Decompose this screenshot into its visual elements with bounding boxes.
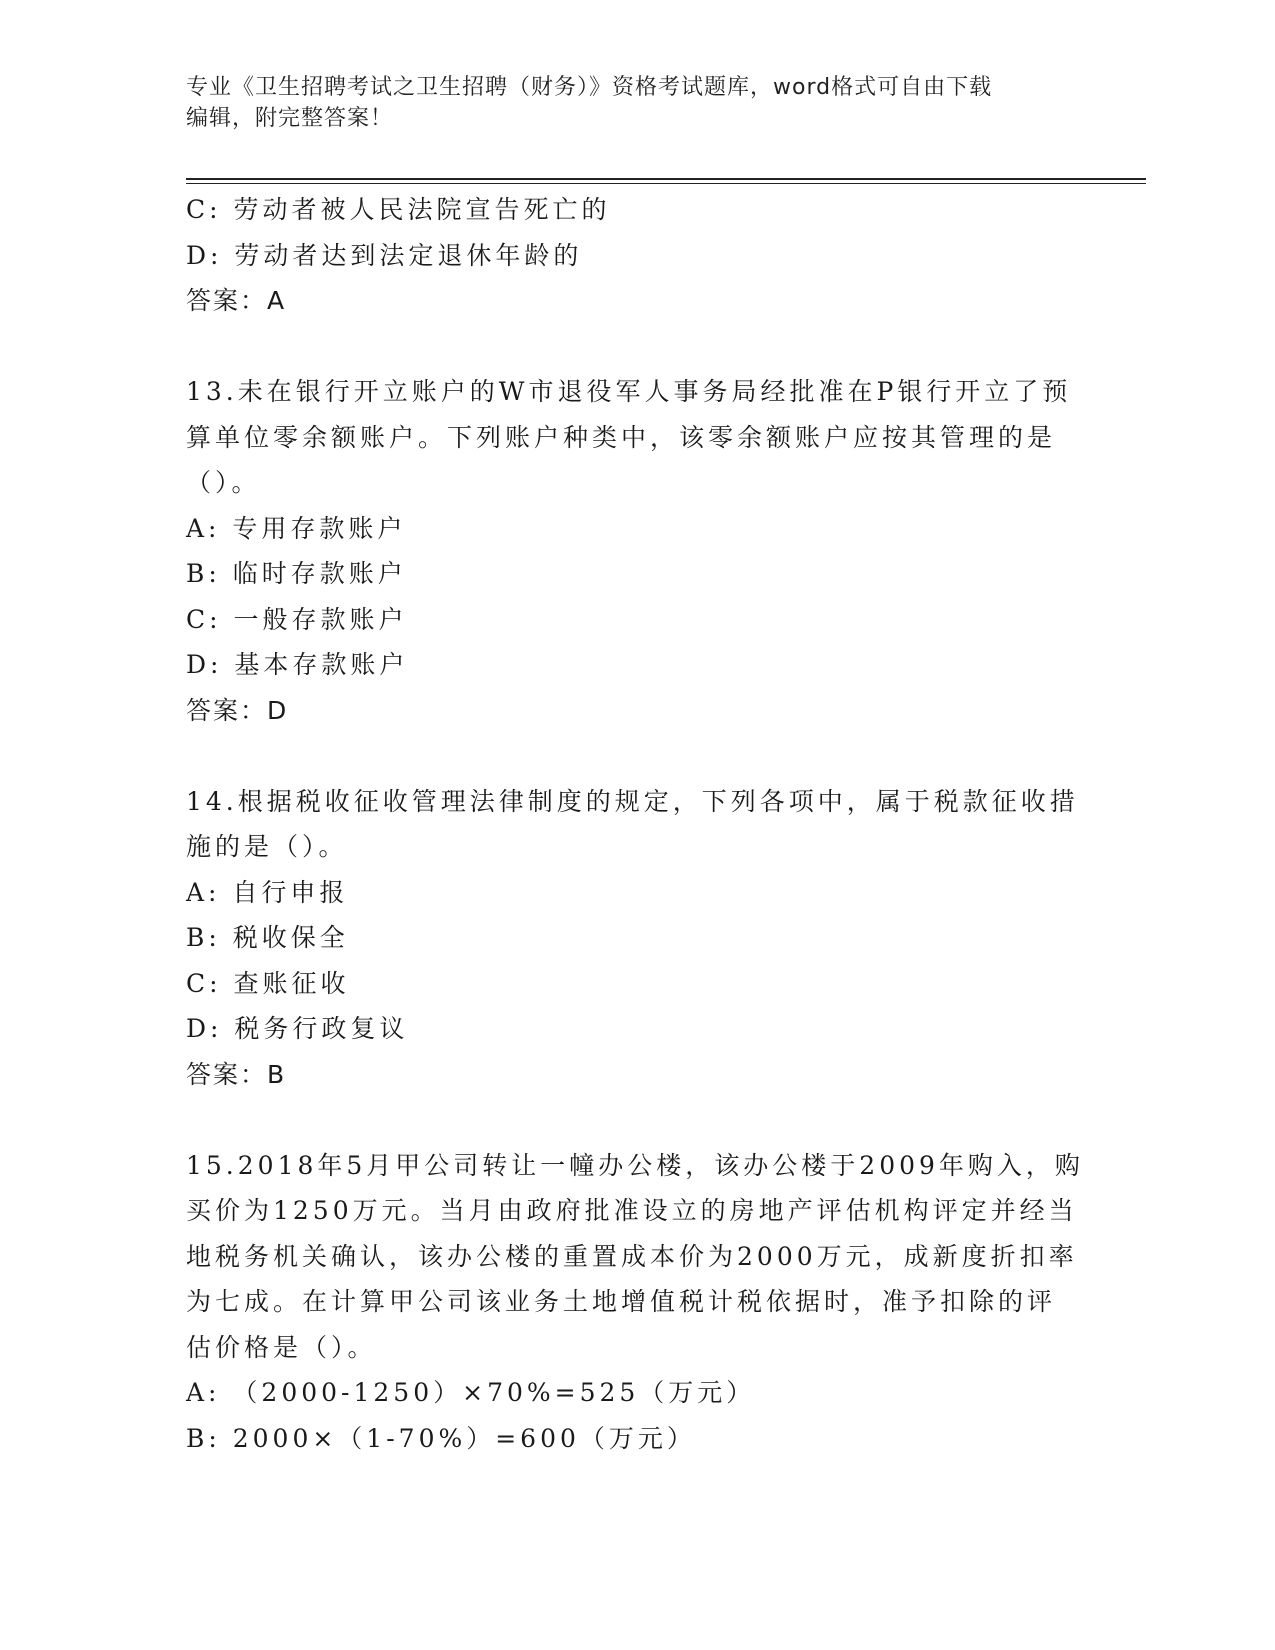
question-text-line: 13.未在银行开立账户的W市退役军人事务局经批准在P银行开立了预	[186, 377, 1072, 406]
header-divider-thick	[186, 178, 1146, 180]
question-text-line: 地税务机关确认，该办公楼的重置成本价为2000万元，成新度折扣率	[186, 1241, 1078, 1271]
option-a: A: 自行申报	[186, 877, 349, 907]
question-text-line: 施的是（）。	[186, 832, 348, 861]
question-13	[186, 369, 1086, 733]
question-14	[186, 779, 1086, 1098]
header-line-2: 编辑，附完整答案！	[186, 106, 394, 131]
option-b: B: 临时存款账户	[186, 559, 407, 588]
option-b: B: 2000×（1-70%）=600（万元）	[186, 1423, 696, 1453]
question-text-line: 算单位零余额账户。下列账户种类中，该零余额账户应按其管理的是	[186, 422, 1057, 452]
page-header	[186, 72, 1086, 134]
question-text-line: （）。	[186, 468, 261, 497]
option-a: A: （2000-1250）×70%=525（万元）	[186, 1378, 756, 1407]
question-text-line: 14.根据税收征收管理法律制度的规定，下列各项中，属于税款征收措	[186, 786, 1079, 816]
answer-line: 答案：D	[186, 695, 289, 725]
answer-line: 答案：B	[186, 1059, 287, 1089]
answer-line: 答案：A	[186, 286, 287, 315]
option-a: A: 专用存款账户	[186, 513, 407, 543]
header-divider-thin	[186, 183, 1146, 184]
option-c: C: 劳动者被人民法院宣告死亡的	[186, 195, 611, 224]
option-d: D: 税务行政复议	[186, 1014, 409, 1043]
header-line-1: 专业《卫生招聘考试之卫生招聘（财务）》资格考试题库，word格式可自由下载	[186, 75, 993, 100]
question-text-line: 估价格是（）。	[186, 1332, 377, 1362]
previous-question-tail	[186, 187, 1086, 324]
question-text-line: 为七成。在计算甲公司该业务土地增值税计税依据时，准予扣除的评	[186, 1287, 1057, 1316]
question-text-line: 15.2018年5月甲公司转让一幢办公楼，该办公楼于2009年购入，购	[186, 1150, 1084, 1180]
spacer	[186, 733, 1086, 779]
spacer	[186, 324, 1086, 370]
question-content	[186, 187, 1086, 1461]
question-15	[186, 1143, 1086, 1462]
option-d: D: 劳动者达到法定退休年龄的	[186, 240, 583, 270]
option-b: B: 税收保全	[186, 923, 349, 952]
option-d: D: 基本存款账户	[186, 650, 409, 679]
option-c: C: 查账征收	[186, 968, 350, 998]
spacer	[186, 1097, 1086, 1143]
question-text-line: 买价为1250万元。当月由政府批准设立的房地产评估机构评定并经当	[186, 1196, 1078, 1225]
option-c: C: 一般存款账户	[186, 604, 408, 634]
